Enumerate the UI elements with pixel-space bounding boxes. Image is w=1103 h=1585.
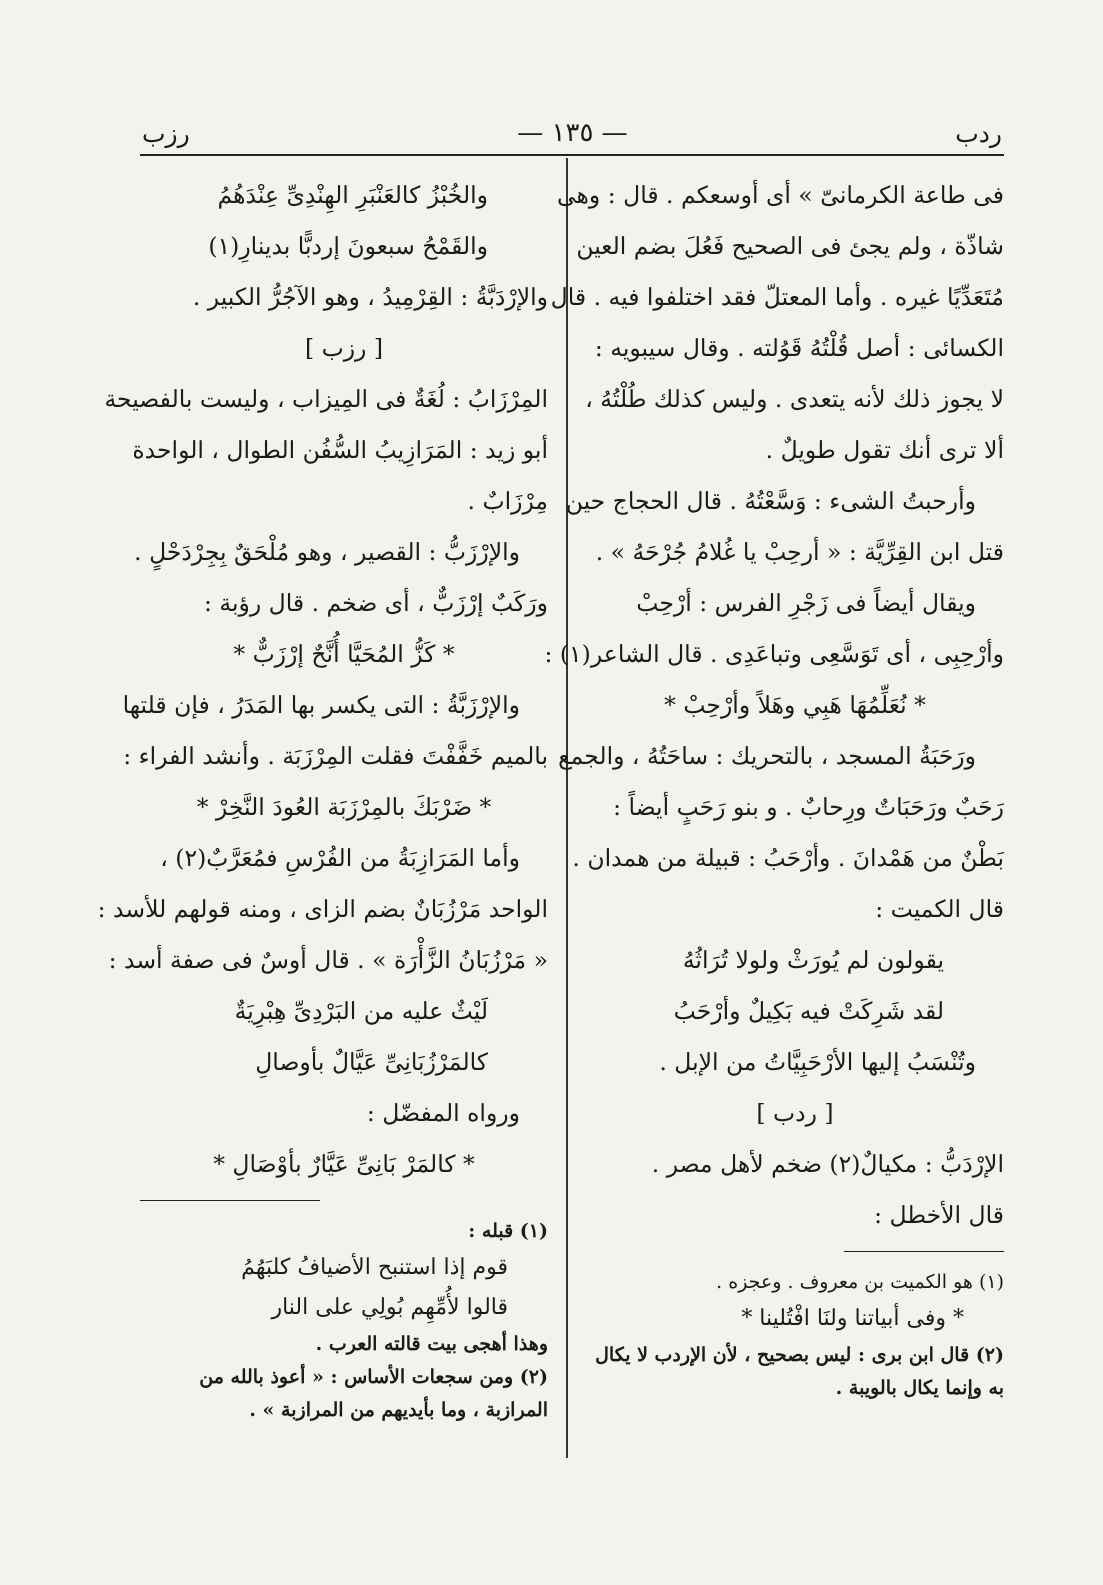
page-number: — ١٣٥ — [517,118,628,148]
footnote-line: به وإنما يكال بالويبة . [835,1377,1004,1399]
verse-line: * نُعَلِّمُهَا هَبِي وهَلاً وأرْحِبْ * [664,691,926,719]
text-line: وتُنْسَبُ إليها الأرْحَبِيَّاتُ من الإبل . [659,1048,976,1076]
text-line: والإرْزَبُّ : القصير ، وهو مُلْحَقٌ بِجِرْدَحْلٍ . [134,538,520,566]
text-line: « مَرْزُبَانُ الزَّأْرَة » . قال أوسٌ فى صفة أسد : [108,946,548,974]
verse-line: * ضَرْبَكَ بالمِرْزَبَة العُودَ النَّخِرْ * [196,793,492,821]
header-right-word: ردب [955,118,1002,148]
text-line: ورواه المفضّل : [366,1099,520,1127]
verse-line: والقَمْحُ سبعونَ إردبًّا بدينارِ(١) [208,232,488,260]
text-line: الواحد مَرْزُبَانٌ بضم الزاى ، ومنه قولهم للأسد : [97,895,548,923]
verse-line: * كَزُّ المُحَيَّا أُنَّحٌ إرْزَبٌّ * [233,640,455,668]
text-line: بَطْنٌ من هَمْدانَ . وأرْحَبُ : قبيلة من همدان . [572,844,1004,872]
section-heading: [ رزب ] [304,334,384,362]
verse-line: لَيْثٌ عليه من البَرْدِىِّ هِبْرِيَةٌ [234,997,488,1025]
text-line: الكسائى : أصل قُلْتُهُ قَوُلته . وقال سيبويه : [594,334,1004,362]
footnote-line: (٢) قال ابن برى : ليس بصحيح ، لأن الإردب لا يكال [595,1344,1004,1366]
text-line: أبو زيد : المَرَازِيبُ السُّفُن الطوال ، الواحدة [132,436,548,464]
text-line: لا يجوز ذلك لأنه يتعدى . وليس كذلك طُلْتُهُ ، [585,385,1004,413]
text-line: والإرْدَبَّةُ : القِرْمِيدُ ، وهو الآجُرُّ الكبير . [192,283,548,311]
header-left-word: رزب [142,118,190,148]
text-line: ورَحَبَةُ المسجد ، بالتحريك : ساحَتُهُ ، والجمع [558,742,976,770]
text-line: وأرحبتُ الشىء : وَسَّعْتُهُ . قال الحجاج حين [565,487,976,515]
footnote-line: قوم إذا استنبح الأضيافُ كلبَهُمُ [241,1255,508,1280]
footnote-line: (١) هو الكميت بن معروف . وعجزه . [716,1271,1004,1293]
text-line: ورَكَبٌ إرْزَبٌّ ، أى ضخم . قال رؤبة : [203,589,548,617]
text-line: ويقال أيضاً فى زَجْرِ الفرس : أرْحِبْ [636,589,976,617]
text-line: المِرْزَابُ : لُغَةٌ فى المِيزاب ، وليست بالفصيحة [104,385,548,413]
footnote-line: (١) قبله : [468,1220,548,1242]
footnote-line: قالوا لأُمِّهِم بُولِي على النار [271,1295,508,1320]
text-line: مُتَعَدِّيًا غيره . وأما المعتلّ فقد اختلفوا فيه . قال [550,283,1004,311]
verse-line: كالمَرْزُبَانِىِّ عَيَّالٌ بأوصالِ [255,1048,488,1076]
text-line: ألا ترى أنك تقول طويلٌ . [765,436,1004,464]
verse-line: والخُبْزُ كالعَنْبَرِ الهِنْدِىِّ عِنْدَهُمُ [217,181,488,209]
left-column [97,170,548,1427]
text-line: قال الكميت : [875,895,1004,923]
footnote-rule [844,1251,1004,1252]
verse-line: يقولون لم يُورَثْ ولولا تُرَاثُهُ [682,946,944,974]
text-line: فى طاعة الكرمانىّ » أى أوسعكم . قال : وهى [556,181,1004,209]
text-line: والإرْزَبَّةُ : التى يكسر بها المَدَرُ ، فإن قلتها [122,691,520,719]
text-line: رَحَبٌ ورَحَبَاتٌ ورِحابٌ . و بنو رَحَبٍ أيضاً : [613,793,1004,821]
verse-line: لقد شَرِكَتْ فيه بَكِيلٌ وأرْحَبُ [673,997,944,1025]
footnote-rule [140,1200,320,1201]
text-line: قتل ابن القِرِّيَّة : « أرحِبْ يا غُلامُ جُرْحَهُ » . [595,538,1004,566]
footnote-line: المرازبة ، وما بأيديهم من المرازبة » . [249,1399,548,1421]
section-heading: [ ردب ] [756,1099,834,1127]
text-line: الإرْدَبُّ : مكيالٌ(٢) ضخم لأهل مصر . [651,1150,1004,1178]
right-column [544,170,1004,1405]
footnote-line: (٢) ومن سجعات الأساس : « أعوذ بالله من [199,1366,548,1388]
footnote-line: وهذا أهجى بيت قالته العرب . [315,1333,548,1355]
text-line: شاذّة ، ولم يجئ فى الصحيح فَعُلَ بضم العين [576,232,1004,260]
header-rule [140,154,1004,156]
text-line: مِرْزَابٌ . [467,487,548,515]
text-line: وأما المَرَازِبَةُ من الفُرْسِ فمُعَرَّبٌ(٢) ، [160,844,520,872]
text-line: وأرْحِبِى ، أى تَوَسَّعِى وتباعَدِى . قال الشاعر(١) : [544,640,1004,668]
footnote-line: * وفى أبياتنا ولنَا افْتُلينا * [741,1306,964,1331]
verse-line: * كالمَرْ بَانِىِّ عَيَّارٌ بأوْصَالِ * [213,1150,475,1178]
text-line: بالميم خَفَّفْتَ فقلت المِرْزَبَة . وأنشد الفراء : [123,742,548,770]
page-header [142,112,1002,154]
column-divider [566,158,568,1458]
text-line: قال الأخطل : [874,1201,1004,1229]
